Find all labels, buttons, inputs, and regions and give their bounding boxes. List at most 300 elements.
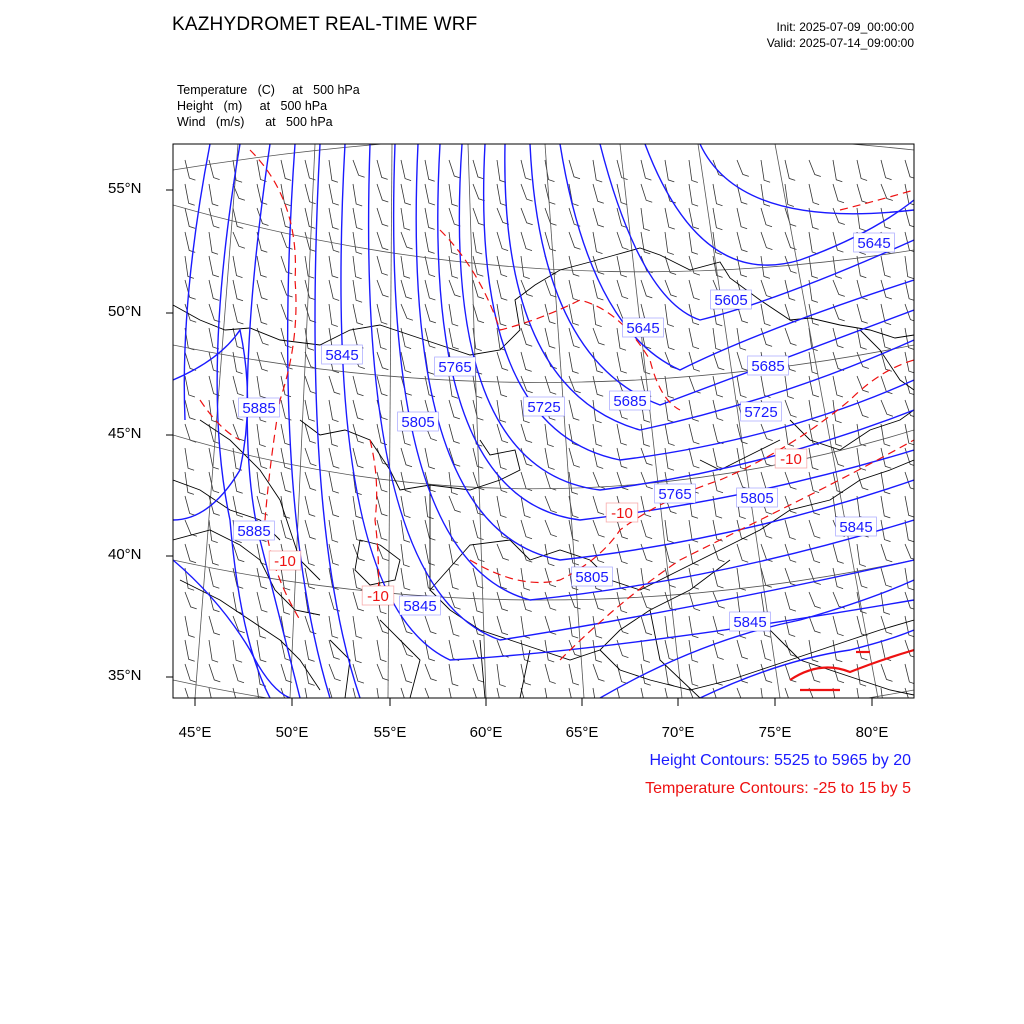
- wind-barb: [785, 688, 796, 706]
- wind-barb: [761, 376, 771, 398]
- height-contour-label: 5805: [401, 414, 435, 431]
- lat-label-40: 40°N: [108, 546, 142, 563]
- wind-barb: [737, 256, 747, 277]
- wind-barb: [809, 520, 820, 538]
- wind-barb: [305, 184, 316, 204]
- wind-barb: [713, 424, 724, 444]
- wind-barb: [329, 280, 339, 301]
- wind-barb: [665, 640, 675, 661]
- wind-barb: [353, 520, 363, 542]
- wind-barb: [737, 328, 746, 350]
- wind-barb: [473, 640, 484, 659]
- wind-barb: [689, 232, 698, 254]
- wind-barb: [809, 448, 818, 470]
- wind-barb: [593, 496, 604, 514]
- wind-barb: [545, 688, 555, 710]
- wind-barb: [497, 664, 506, 687]
- wind-barb: [761, 688, 770, 711]
- wind-barb: [209, 544, 219, 565]
- wind-barb: [833, 544, 844, 563]
- wind-barb: [233, 640, 242, 662]
- lon-label-75: 75°E: [758, 724, 792, 741]
- wind-barb: [761, 568, 772, 587]
- wind-barb: [257, 304, 267, 324]
- wind-barb: [857, 256, 866, 278]
- wind-barb: [761, 304, 771, 326]
- wind-barb: [881, 184, 893, 201]
- wind-barb: [185, 424, 196, 442]
- wind-barb: [377, 184, 388, 202]
- wind-barb: [857, 304, 868, 323]
- wind-barb: [593, 328, 605, 345]
- wind-barb: [521, 496, 531, 518]
- wind-barb: [209, 256, 219, 277]
- wind-barb: [689, 256, 700, 275]
- height-contour-label: 5805: [575, 569, 609, 586]
- wind-barb: [185, 544, 196, 563]
- wind-barb: [641, 616, 652, 635]
- wind-barb: [833, 352, 844, 371]
- wind-barb: [473, 688, 484, 706]
- wind-barb: [497, 376, 507, 397]
- height-contour-label: 5685: [751, 358, 785, 375]
- wind-barb: [545, 232, 556, 251]
- wind-barb: [689, 160, 698, 183]
- wind-barb: [785, 160, 795, 180]
- wind-barb: [545, 448, 555, 470]
- wind-barb: [449, 568, 459, 589]
- wind-barb: [809, 472, 819, 493]
- wind-barb: [329, 664, 341, 681]
- wind-barb: [905, 616, 915, 637]
- wind-barb: [809, 184, 819, 205]
- wind-barb: [521, 520, 532, 539]
- wind-barb: [497, 232, 508, 251]
- wind-barb: [473, 160, 484, 179]
- wind-barb: [449, 544, 459, 565]
- height-contour-label: 5845: [403, 598, 437, 615]
- wind-barb: [737, 376, 747, 398]
- wind-barb: [545, 568, 556, 587]
- wind-barb: [905, 256, 914, 279]
- wind-barb: [329, 160, 338, 182]
- wind-barb: [305, 520, 316, 539]
- wind-barb: [857, 640, 867, 660]
- wind-barb: [329, 424, 338, 446]
- wind-barb: [329, 304, 338, 327]
- wind-barb: [545, 352, 557, 369]
- wind-barb: [665, 328, 675, 350]
- wind-barb: [281, 304, 293, 321]
- wind-barb: [209, 376, 220, 396]
- wind-barb: [473, 208, 485, 225]
- wind-barb: [857, 184, 868, 203]
- wind-barb: [761, 160, 770, 182]
- wind-barb: [353, 400, 364, 420]
- wind-barb: [305, 472, 316, 490]
- wind-barb: [617, 280, 628, 299]
- wind-barb: [689, 544, 699, 565]
- wind-barb: [881, 592, 890, 614]
- wind-barb: [761, 280, 772, 298]
- wind-barb: [305, 280, 316, 300]
- wind-barb: [353, 256, 362, 279]
- wind-barb: [473, 592, 483, 613]
- wind-barb: [185, 376, 195, 397]
- wind-barb: [545, 520, 557, 537]
- wind-barb: [641, 184, 652, 202]
- wind-barb: [641, 424, 650, 446]
- wind-barb: [809, 160, 821, 177]
- wind-barb: [761, 592, 770, 614]
- wind-barb: [233, 352, 243, 374]
- wind-barb: [761, 232, 772, 250]
- wind-barb: [713, 520, 723, 541]
- wind-barb: [641, 208, 650, 231]
- wind-barb: [833, 208, 845, 225]
- wind-barb: [329, 544, 339, 565]
- wind-barb: [545, 328, 555, 348]
- wind-barb: [833, 280, 845, 296]
- wind-barb: [449, 208, 460, 226]
- wind-barb: [833, 232, 843, 252]
- wind-barb: [497, 280, 507, 300]
- wind-barb: [425, 208, 435, 229]
- wind-barb: [257, 424, 266, 447]
- height-contour-label: 5885: [237, 523, 271, 540]
- wind-barb: [641, 592, 653, 609]
- wind-barb: [473, 232, 482, 254]
- wind-barb: [569, 400, 579, 420]
- wind-barb: [617, 664, 628, 684]
- wind-barb: [689, 448, 699, 468]
- wind-barb: [617, 352, 627, 373]
- wind-barb: [737, 352, 748, 371]
- wind-barb: [281, 400, 291, 420]
- wind-barb: [569, 352, 579, 373]
- wind-barb: [473, 544, 484, 562]
- wind-barb: [233, 256, 243, 278]
- wind-barb: [593, 472, 605, 488]
- lat-label-55: 55°N: [108, 180, 142, 197]
- wind-barb: [857, 424, 866, 446]
- wind-barb: [521, 232, 532, 251]
- wind-barb: [329, 616, 338, 638]
- wind-barb: [449, 424, 460, 443]
- lat-label-45: 45°N: [108, 425, 142, 442]
- wind-barb: [545, 664, 556, 684]
- height-contour-label: 5605: [714, 292, 748, 309]
- wind-barb: [305, 640, 315, 661]
- wind-barb: [881, 424, 890, 446]
- wind-barb: [401, 280, 412, 299]
- wind-barb: [257, 640, 266, 662]
- wind-barb: [377, 160, 388, 179]
- wind-barb: [185, 664, 196, 682]
- wind-barb: [377, 688, 386, 710]
- wind-barb: [257, 688, 266, 710]
- wind-barb: [353, 568, 363, 590]
- wind-barb: [281, 472, 291, 492]
- wind-barb: [737, 160, 749, 176]
- wind-barb: [545, 376, 556, 394]
- wind-barb: [185, 280, 196, 299]
- wind-barb: [425, 616, 436, 634]
- wind-barb: [305, 544, 315, 566]
- lon-label-45: 45°E: [178, 724, 212, 741]
- wind-barb: [233, 280, 243, 301]
- wind-barb: [473, 304, 484, 323]
- wind-barb: [281, 184, 291, 206]
- wind-barb: [881, 688, 890, 711]
- wind-barb: [665, 376, 674, 398]
- wind-barb: [281, 376, 291, 397]
- wind-barb: [329, 400, 339, 422]
- wind-barb: [209, 664, 220, 682]
- wind-barb: [257, 208, 269, 226]
- wind-barb: [785, 328, 797, 345]
- height-contour-label: 5645: [626, 320, 660, 337]
- wind-barb: [209, 616, 220, 635]
- wind-barb: [521, 328, 532, 346]
- wind-barb: [689, 184, 698, 206]
- height-contour-label: 5885: [242, 400, 276, 417]
- wind-barb: [545, 184, 555, 204]
- wind-barb: [761, 184, 770, 206]
- wind-barb: [833, 160, 842, 182]
- wind-barb: [593, 520, 605, 537]
- wind-barb: [905, 424, 915, 445]
- lon-label-55: 55°E: [373, 724, 407, 741]
- wind-barb: [737, 568, 746, 590]
- wind-barb: [593, 544, 604, 563]
- wind-barb: [209, 280, 219, 300]
- wind-barb: [185, 352, 196, 370]
- wind-barb: [425, 448, 435, 469]
- wind-barb: [521, 352, 532, 371]
- wind-barb: [473, 520, 484, 540]
- wind-barb: [833, 688, 842, 710]
- wind-barb: [353, 304, 363, 325]
- lon-label-60: 60°E: [469, 724, 503, 741]
- wind-barb: [665, 448, 674, 470]
- wind-barb: [857, 208, 866, 231]
- wind-barb: [281, 280, 293, 297]
- wind-barb: [833, 376, 843, 397]
- wind-barb: [905, 544, 917, 560]
- wind-barb: [233, 472, 243, 493]
- wind-barb: [329, 448, 339, 468]
- wind-barb: [881, 208, 891, 229]
- wind-barb: [209, 184, 218, 206]
- wind-barb: [809, 592, 821, 608]
- wind-barb: [713, 232, 722, 255]
- wind-barb: [377, 616, 389, 634]
- wind-barb: [497, 448, 507, 470]
- wind-barb: [377, 472, 387, 492]
- wind-barb: [665, 304, 674, 327]
- wind-barb: [665, 424, 675, 446]
- wind-barb: [905, 568, 914, 590]
- wind-barb: [785, 592, 796, 611]
- wind-barb: [857, 496, 866, 519]
- wind-barb: [401, 664, 412, 683]
- wind-barb: [569, 448, 580, 467]
- country-borders: [173, 248, 914, 698]
- wind-barb: [401, 568, 410, 590]
- wind-barb: [617, 424, 627, 445]
- wind-barb: [593, 280, 603, 300]
- wind-barb: [809, 256, 818, 278]
- wind-barb: [449, 640, 459, 661]
- wind-barb: [785, 232, 797, 250]
- wind-barb: [833, 424, 842, 446]
- wind-barb: [521, 568, 530, 590]
- wind-barb: [425, 328, 435, 348]
- wind-barb: [305, 496, 315, 516]
- height-contour-label: 5845: [733, 614, 767, 631]
- wind-barb: [281, 328, 292, 348]
- wind-barb: [641, 640, 650, 662]
- height-contour-label: 5765: [438, 359, 472, 376]
- wind-barb: [881, 664, 893, 681]
- wind-barb: [857, 160, 867, 181]
- height-contour-label: 5725: [527, 399, 561, 416]
- wind-barb: [377, 640, 387, 662]
- wind-barb: [521, 664, 531, 685]
- height-contours: [173, 144, 914, 698]
- wind-barb: [665, 664, 674, 686]
- wind-barb: [497, 544, 509, 560]
- map-title: KAZHYDROMET REAL-TIME WRF: [172, 14, 478, 35]
- wind-barb: [281, 448, 291, 469]
- wind-barb: [785, 520, 796, 540]
- wind-barb: [329, 208, 339, 229]
- wind-barb: [425, 256, 435, 277]
- wind-barb: [905, 520, 914, 542]
- wind-barb: [449, 256, 458, 278]
- wind-barb: [401, 328, 411, 349]
- init-time: Init: 2025-07-09_00:00:00: [776, 20, 914, 34]
- wind-barb: [617, 256, 627, 277]
- wind-barb: [425, 184, 435, 205]
- wind-barb: [497, 304, 506, 326]
- wind-barb: [665, 568, 676, 587]
- wind-barb: [881, 496, 890, 518]
- wind-barb: [881, 544, 892, 562]
- wind-barb: [329, 184, 339, 205]
- wind-barb: [233, 304, 243, 324]
- wind-barb: [593, 160, 602, 182]
- height-contour-label: 5765: [658, 486, 692, 503]
- wind-barb: [353, 184, 362, 206]
- wind-barb: [185, 184, 195, 205]
- wind-barb: [521, 472, 532, 491]
- wind-barb: [209, 640, 218, 662]
- wind-barb: [233, 424, 245, 441]
- wind-barb: [593, 688, 602, 710]
- wind-barb: [377, 328, 387, 350]
- wind-barb: [377, 256, 388, 275]
- wind-barb: [665, 232, 674, 255]
- wind-barb: [353, 232, 362, 254]
- wind-barb: [257, 280, 268, 300]
- wind-barb: [641, 160, 651, 180]
- wind-barb: [713, 376, 723, 397]
- wind-barb: [881, 256, 891, 277]
- wind-barb: [737, 208, 747, 229]
- wind-barb: [305, 424, 316, 443]
- wind-barb: [425, 688, 437, 705]
- height-legend: Height Contours: 5525 to 5965 by 20: [649, 752, 911, 769]
- wind-barb: [689, 280, 700, 300]
- wind-barb: [233, 376, 244, 396]
- wind-barb: [329, 376, 340, 394]
- wind-barb: [593, 184, 604, 203]
- wind-barb: [305, 568, 315, 589]
- wind-barb: [257, 376, 266, 398]
- wind-barb: [449, 160, 460, 178]
- wind-barb: [809, 232, 818, 254]
- wind-barb: [593, 232, 603, 254]
- wind-barb: [329, 256, 338, 278]
- height-contour-label: 5725: [744, 404, 778, 421]
- field-height: Height (m) at 500 hPa: [177, 99, 328, 113]
- wind-barb: [833, 568, 843, 589]
- wind-barb: [353, 376, 364, 396]
- wind-barb: [521, 640, 530, 662]
- wind-barb: [305, 448, 316, 466]
- wind-barb: [833, 496, 842, 519]
- wind-barb: [425, 160, 435, 181]
- wind-barb: [713, 448, 723, 469]
- wind-barb: [425, 232, 435, 253]
- wind-barb: [209, 568, 219, 588]
- wind-barb: [329, 472, 339, 493]
- wind-barb: [881, 568, 892, 587]
- wind-barb: [545, 592, 556, 610]
- wind-barb: [593, 424, 602, 446]
- lon-label-50: 50°E: [275, 724, 309, 741]
- wind-barb: [665, 208, 675, 229]
- wind-barb: [377, 520, 387, 540]
- wind-barb: [425, 664, 437, 681]
- wind-barb: [353, 448, 364, 468]
- wind-barb: [329, 688, 340, 707]
- wind-barb: [617, 592, 627, 613]
- height-contour-label: 5845: [839, 519, 873, 536]
- wind-barb: [881, 328, 891, 349]
- temperature-labels: [269, 449, 807, 605]
- wind-barb: [857, 448, 866, 470]
- wind-barb: [569, 232, 581, 249]
- wind-barb: [569, 160, 580, 179]
- wind-barb: [521, 592, 532, 612]
- wind-barb: [569, 376, 581, 393]
- wind-barb: [497, 616, 508, 635]
- wind-barb: [497, 592, 508, 611]
- wind-barb: [233, 208, 243, 228]
- wind-barb: [401, 304, 413, 320]
- wind-barb: [617, 544, 628, 564]
- wind-barb: [281, 568, 290, 590]
- wind-barb: [305, 208, 315, 228]
- wind-barb: [833, 256, 842, 278]
- wind-barb: [641, 496, 651, 517]
- wind-barb: [713, 256, 723, 277]
- wind-barb: [713, 160, 725, 177]
- field-wind: Wind (m/s) at 500 hPa: [177, 115, 333, 129]
